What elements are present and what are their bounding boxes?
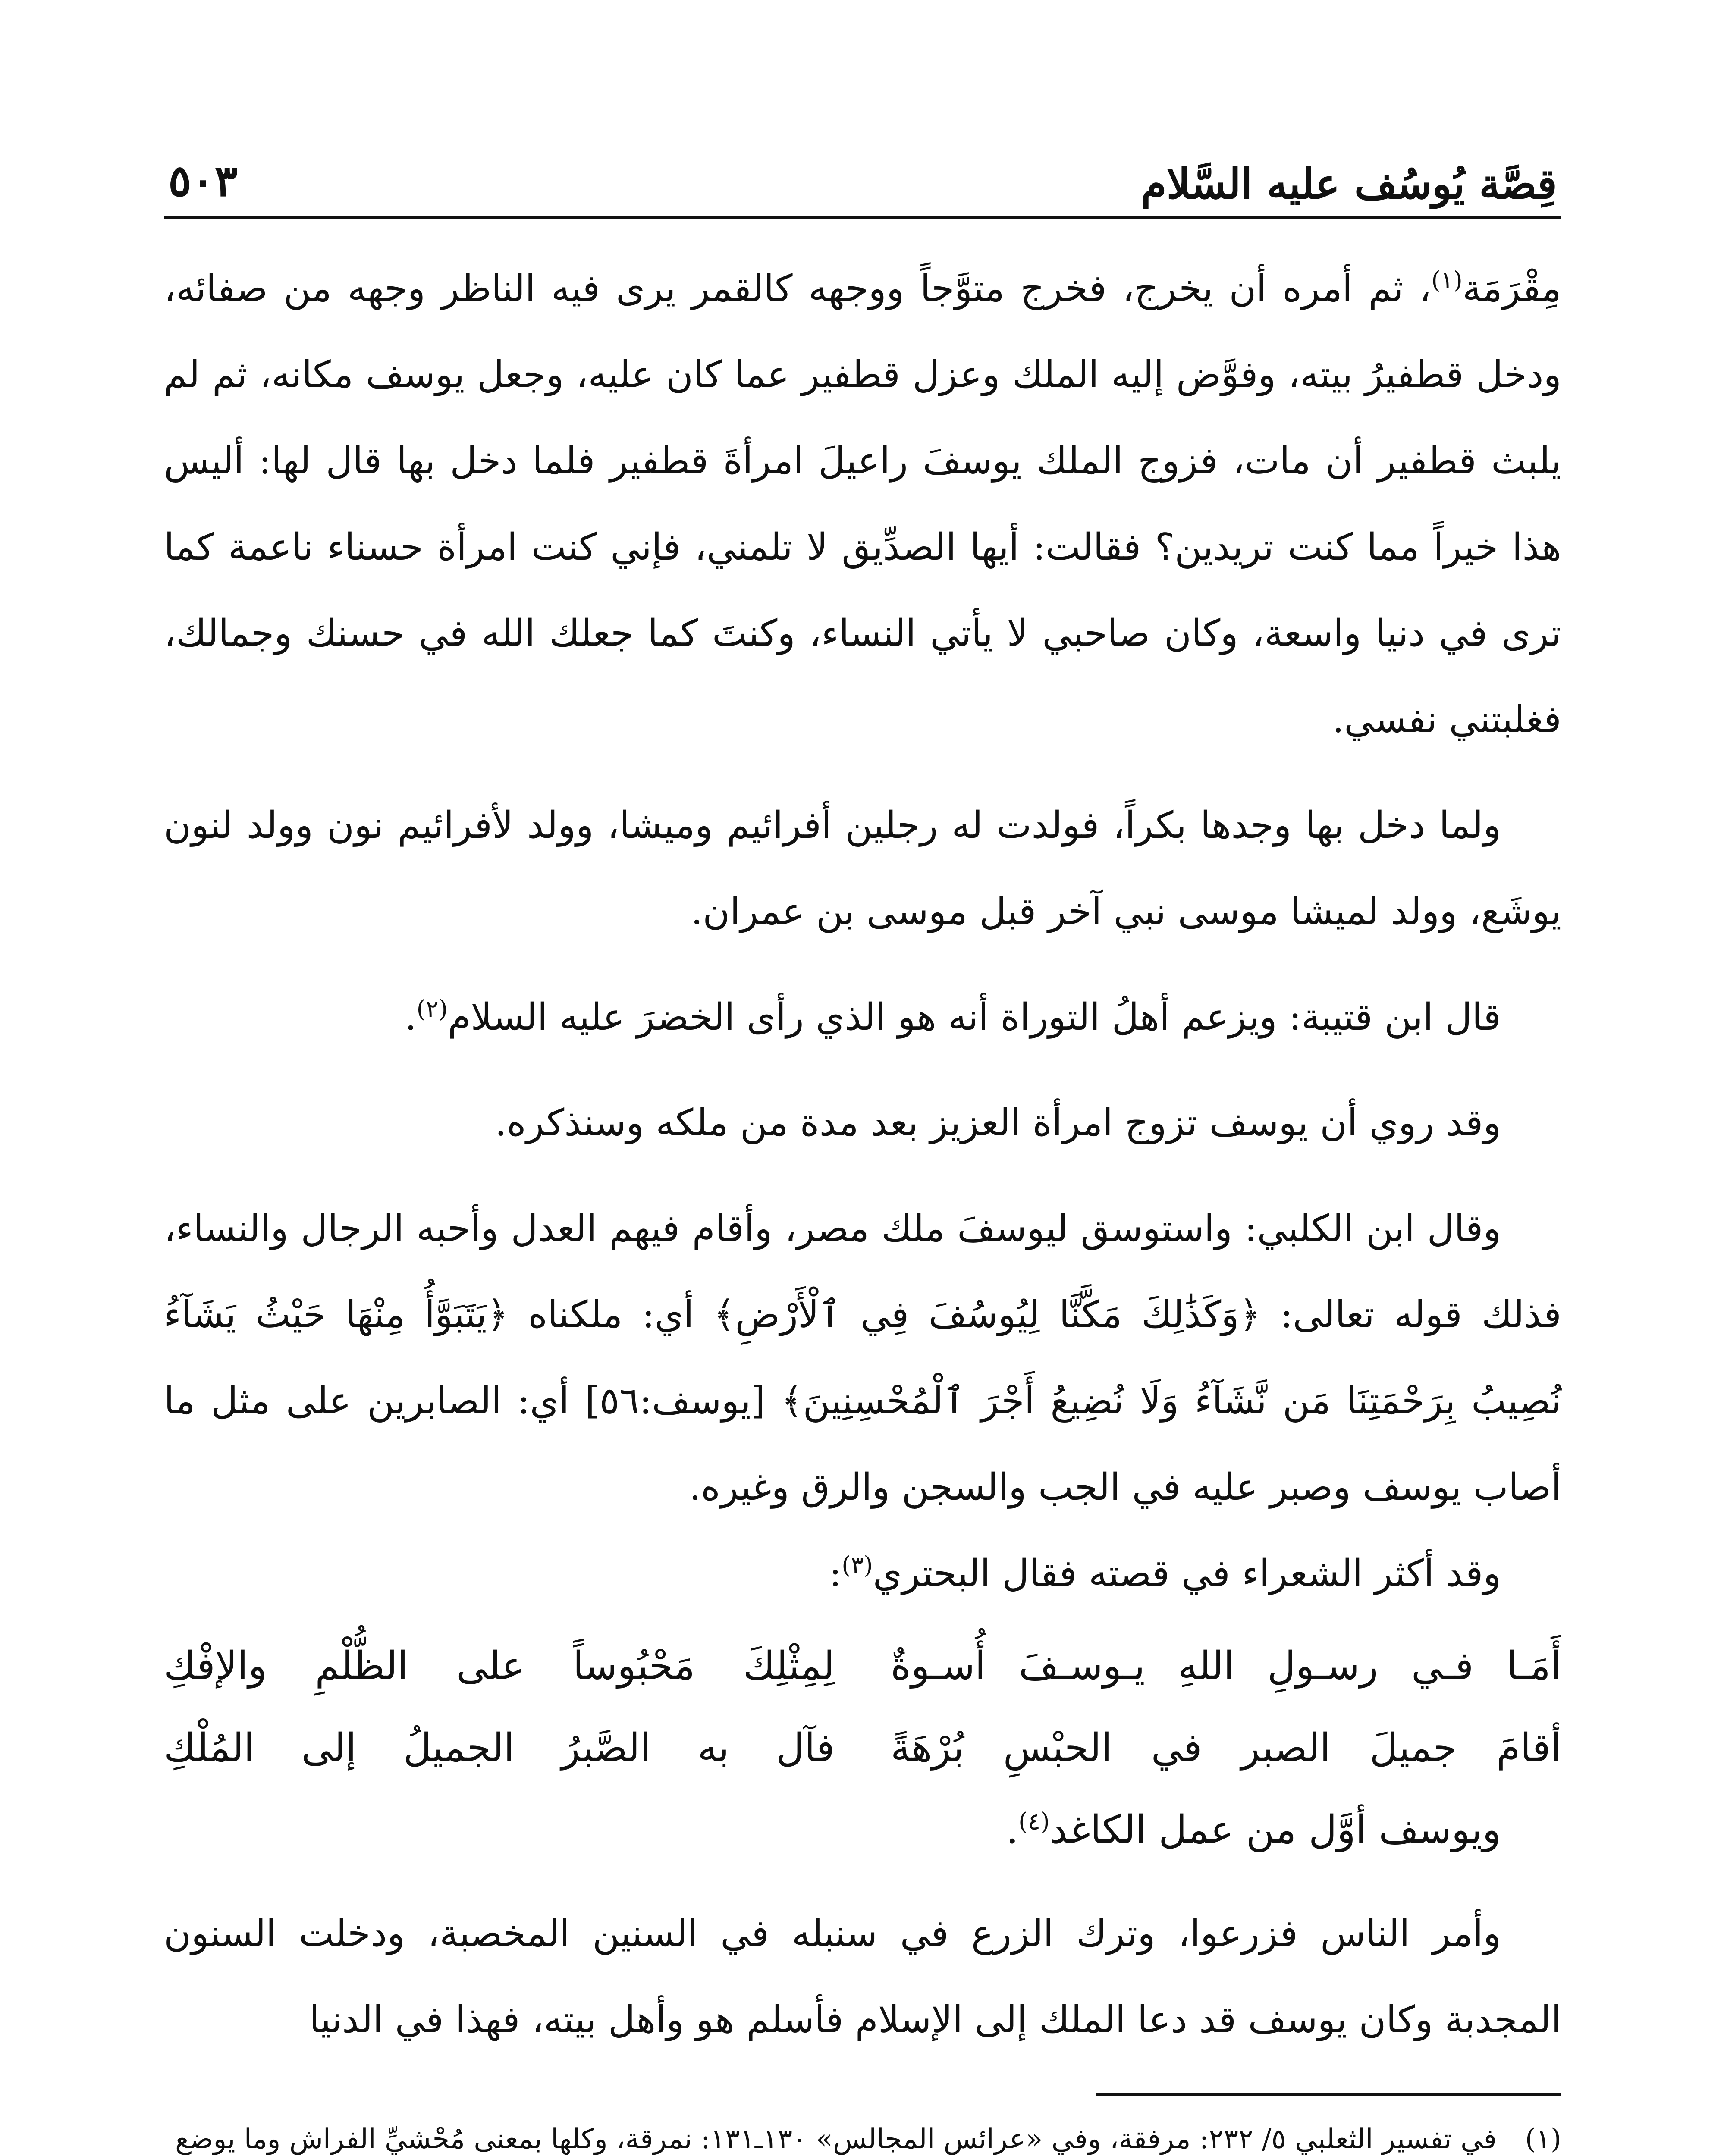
after-verse-tail: .: [1006, 1807, 1019, 1852]
poem: [164, 1625, 1561, 1871]
paragraph: [164, 1530, 1561, 1617]
paragraph: [164, 245, 1561, 763]
footnote-number: (١): [1525, 2123, 1561, 2155]
verse-line: [164, 1707, 1561, 1789]
paragraph-text: ولما دخل بها وجدها بكراً، فولدت له رجلين أفرائيم وميشا، وولد لأفرائيم نون وولد لنون يوشَع، وولد لميشا موسى نبي آخر قبل موسى بن عمران.: [164, 804, 1561, 933]
paragraph-text: قال ابن قتيبة: ويزعم أهلُ التوراة أنه هو الذي رأى الخضرَ عليه السلام: [448, 996, 1501, 1039]
paragraph-text: وأمر الناس فزرعوا، وترك الزرع في سنبله في السنين المخصبة، ودخلت السنون المجدبة وكان يوسف قد دعا الملك إلى الإسلام فأسلم هو وأهل بيته، فهذا في الدنيا: [164, 1912, 1561, 2041]
footnote: [164, 2113, 1561, 2156]
verse-first-hemistich: أقامَ جميلَ الصبر في الحبْسِ بُرْهَةً: [890, 1725, 1561, 1771]
paragraph: [164, 1080, 1561, 1166]
footnote-ref: (٤): [1018, 1808, 1050, 1835]
verse-second-hemistich: فآل به الصَّبرُ الجميلُ إلى المُلْكِ: [164, 1725, 835, 1771]
footnotes: [164, 2113, 1561, 2156]
footnote-text: في تفسير الثعلبي ٥/ ٢٣٢: مرفقة، وفي «عرائس المجالس» ١٣٠ـ١٣١: نمرقة، وكلها بمعنى مُحْشيِّ الفراش وما يوضع: [175, 2123, 1497, 2155]
paragraph: [164, 782, 1561, 955]
footnote-divider: [1096, 2093, 1561, 2096]
footnote-ref: (٢): [416, 995, 448, 1023]
verse-first-hemistich: أَمَـا فـي رسـولِ اللهِ يـوسـفَ أُسـوةٌ: [890, 1643, 1561, 1689]
chapter-title: قِصَّة يُوسُف عليه السَّلام: [1141, 160, 1557, 208]
footnote-ref: (١): [1431, 266, 1463, 294]
page-header: [164, 142, 1561, 219]
paragraph-text-tail: .: [405, 996, 417, 1039]
page-number: ٥٠٣: [168, 155, 238, 206]
paragraph-text: وقال ابن الكلبي: واستوسق ليوسفَ ملك مصر، وأقام فيهم العدل وأحبه الرجال والنساء، فذلك قوله تعالى: ﴿وَكَذَٰلِكَ مَكَّنَّا لِيُوسُفَ فِي ٱلْأَرْضِ﴾ أي: ملكناه ﴿يَتَبَوَّأُ مِنْهَا حَيْثُ يَشَآءُ نُصِيبُ بِرَحْمَتِنَا مَن نَّشَآءُ وَلَا نُضِيعُ أَجْرَ ٱلْمُحْسِنِينَ﴾ [يوسف:٥٦] أي: الصابرين على مثل ما أصاب يوسف وصبر عليه في الجب والسجن والرق وغيره.: [164, 1207, 1562, 1509]
after-verse-text: ويوسف أوَّل من عمل الكاغد: [1049, 1807, 1501, 1852]
paragraph-text: وقد روي أن يوسف تزوج امرأة العزيز بعد مدة من ملكه وسنذكره.: [495, 1101, 1501, 1144]
paragraph-text: مِقْرَمَة: [1462, 267, 1561, 310]
paragraph-text: وقد أكثر الشعراء في قصته فقال البحتري: [873, 1552, 1501, 1595]
paragraph: [164, 1185, 1561, 1530]
paragraph-text-tail: :: [829, 1552, 842, 1595]
footnote-ref: (٣): [842, 1551, 873, 1579]
paragraph: [164, 974, 1561, 1060]
paragraph-text-tail: ، ثم أمره أن يخرج، فخرج متوَّجاً ووجهه كالقمر يرى فيه الناظر وجهه من صفائه، ودخل قطفيرُ بيته، وفوَّض إليه الملك وعزل قطفير عما كان عليه، وجعل يوسف مكانه، ثم لم يلبث قطفير أن مات، فزوج الملك يوسفَ راعيلَ امرأةَ قطفير فلما دخل بها قال لها: أليس هذا خيراً مما كنت تريدين؟ فقالت: أيها الصدِّيق لا تلمني، فإني كنت امرأة حسناء ناعمة كما ترى في دنيا واسعة، وكان صاحبي لا يأتي النساء، وكنتَ كما جعلك الله في حسنك وجمالك، فغلبتني نفسي.: [164, 267, 1561, 741]
paragraph: [164, 1890, 1561, 2063]
main-text: [164, 245, 1561, 2063]
verse-second-hemistich: لِمِثْلِكَ مَحْبُوساً على الظُّلْمِ والإفْكِ: [164, 1643, 835, 1689]
document-page: [164, 142, 1561, 2156]
verse-line: [164, 1625, 1561, 1707]
after-verse-line: [164, 1789, 1561, 1871]
